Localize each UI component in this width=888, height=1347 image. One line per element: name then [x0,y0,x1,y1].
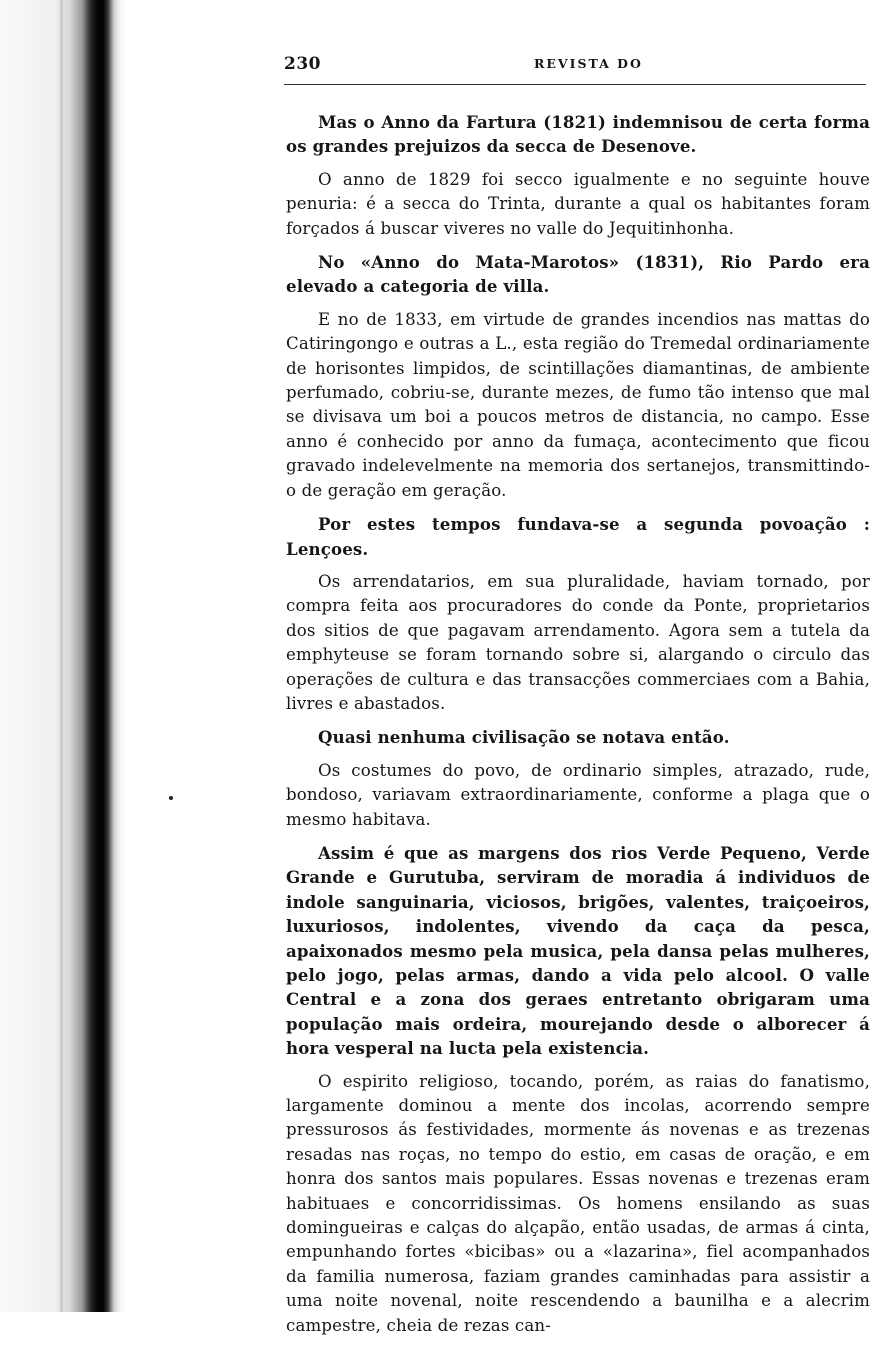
running-head: REVISTA DO [534,56,643,71]
paragraph: Mas o Anno da Fartura (1821) indemnisou de certa forma os grandes prejuizos da secca de Desenove. [286,112,870,157]
paragraph: Os costumes do povo, de ordinario simples, atrazado, rude, bondoso, variavam extraordinariamente, conforme a plaga que o mesmo habitava. [286,760,870,829]
page-number: 230 [284,54,321,74]
paragraph: Assim é que as margens dos rios Verde Pequeno, Verde Grande e Gurutuba, serviram de moradia á individuos de indole sanguinaria, viciosos, brigões, valentes, traiçoeiros, luxuriosos, indolentes, vivendo da caça da pesca, apaixonados mesmo pela musica, pela dansa pelas mulheres, pelo jogo, pelas armas, dando a vida pelo alcool. O valle Central e a zona dos geraes entretanto obrigaram uma população mais ordeira, mourejando desde o alborecer á hora vesperal na lucta pela existencia. [286,842,870,1059]
body-text [286,110,870,1347]
page-header [284,54,866,84]
paragraph: O anno de 1829 foi secco igualmente e no seguinte houve penuria: é a secca do Trinta, durante a qual os habitantes foram forçados á buscar viveres no valle do Jequitinhonha. [286,169,870,238]
margin-ink-spot [169,796,173,800]
paragraph: Por estes tempos fundava-se a segunda povoação : Lençoes. [286,514,870,559]
paragraph: Os arrendatarios, em sua pluralidade, haviam tornado, por compra feita aos procuradores do conde da Ponte, proprietarios dos sitios de que pagavam arrendamento. Agora sem a tutela da emphyteuse se foram tornando sobre si, alargando o circulo das operações de cultura e das transacções commerciaes com a Bahia, livres e abastados. [286,571,870,713]
book-binding-gutter [0,0,126,1312]
paragraph: E no de 1833, em virtude de grandes incendios nas mattas do Catiringongo e outras a L., esta região do Tremedal ordinariamente de horisontes limpidos, de scintillações diamantinas, de ambiente perfumado, cobriu-se, durante mezes, de fumo tão intenso que mal se divisava um boi a poucos metros de distancia, no campo. Esse anno é conhecido por anno da fumaça, acontecimento que ficou gravado indelevelmente na memoria dos sertanejos, transmittindo-o de geração em geração. [286,309,870,500]
header-rule [284,84,866,85]
paragraph: Quasi nenhuma civilisação se notava então. [318,727,730,748]
page-edge-shadow [60,0,63,1312]
paragraph: No «Anno do Mata-Marotos» (1831), Rio Pardo era elevado a categoria de villa. [286,252,870,297]
paragraph: O espirito religioso, tocando, porém, as raias do fanatismo, largamente dominou a mente dos incolas, acorrendo sempre pressurosos ás festividades, mormente ás novenas e as trezenas resadas nas roças, no tempo do estio, em casas de oração, e em honra dos santos mais populares. Essas novenas e trezenas eram habituaes e concorridissimas. Os homens ensilando as suas domingueiras e calças do alçapão, então usadas, de armas á cinta, empunhando fortes «bicibas» ou a «lazarina», fiel acompanhados da familia numerosa, faziam grandes caminhadas para assistir a uma noite novenal, noite rescendendo a baunilha e a alecrim campestre, cheia de rezas can- [286,1071,870,1335]
